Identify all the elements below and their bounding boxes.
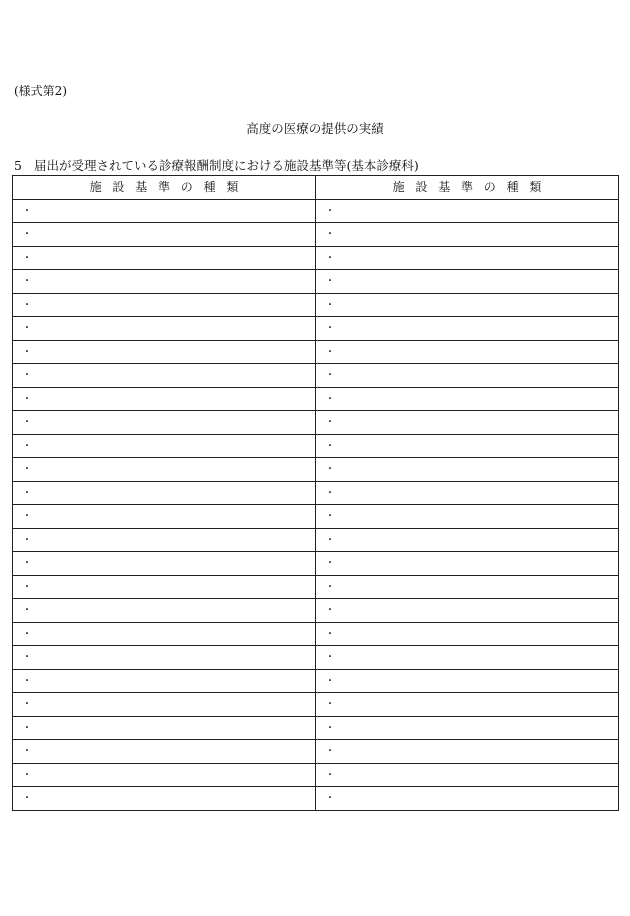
table-cell-right[interactable]: [316, 340, 619, 364]
bullet-mark: ・: [325, 581, 335, 593]
bullet-mark: ・: [22, 652, 32, 664]
table-row: [13, 434, 619, 458]
bullet-mark: ・: [325, 722, 335, 734]
table-cell-right[interactable]: [316, 505, 619, 529]
table-cell-right[interactable]: [316, 481, 619, 505]
table-row: [13, 716, 619, 740]
bullet-mark: ・: [22, 346, 32, 358]
table-cell-right[interactable]: [316, 763, 619, 787]
table-row: [13, 763, 619, 787]
table-row: [13, 411, 619, 435]
table-cell-right[interactable]: [316, 223, 619, 247]
table-cell-left[interactable]: [13, 622, 316, 646]
bullet-mark: ・: [22, 252, 32, 264]
table-cell-left[interactable]: [13, 199, 316, 223]
table-cell-left[interactable]: [13, 270, 316, 294]
table-cell-left[interactable]: [13, 458, 316, 482]
bullet-mark: ・: [325, 675, 335, 687]
table-row: [13, 293, 619, 317]
bullet-mark: ・: [22, 299, 32, 311]
bullet-mark: ・: [325, 605, 335, 617]
table-body: [13, 199, 619, 810]
bullet-mark: ・: [325, 464, 335, 476]
table-cell-right[interactable]: [316, 434, 619, 458]
bullet-mark: ・: [22, 628, 32, 640]
facility-standards-table: [12, 175, 619, 811]
table-row: [13, 552, 619, 576]
bullet-mark: ・: [325, 558, 335, 570]
table-cell-left[interactable]: [13, 669, 316, 693]
table-cell-left[interactable]: [13, 387, 316, 411]
table-row: [13, 646, 619, 670]
table-cell-left[interactable]: [13, 340, 316, 364]
table-cell-left[interactable]: [13, 740, 316, 764]
table-cell-right[interactable]: [316, 622, 619, 646]
table-cell-left[interactable]: [13, 552, 316, 576]
bullet-mark: ・: [22, 793, 32, 805]
bullet-mark: ・: [22, 205, 32, 217]
table-cell-left[interactable]: [13, 317, 316, 341]
bullet-mark: ・: [325, 229, 335, 241]
bullet-mark: ・: [22, 534, 32, 546]
bullet-mark: ・: [325, 769, 335, 781]
table-cell-left[interactable]: [13, 481, 316, 505]
table-cell-right[interactable]: [316, 740, 619, 764]
table-cell-right[interactable]: [316, 552, 619, 576]
table-cell-left[interactable]: [13, 763, 316, 787]
table-row: [13, 270, 619, 294]
table-cell-left[interactable]: [13, 646, 316, 670]
table-cell-right[interactable]: [316, 293, 619, 317]
table-cell-right[interactable]: [316, 199, 619, 223]
table-row: [13, 693, 619, 717]
bullet-mark: ・: [325, 393, 335, 405]
table-cell-right[interactable]: [316, 646, 619, 670]
table-row: [13, 481, 619, 505]
bullet-mark: ・: [22, 722, 32, 734]
table-cell-left[interactable]: [13, 434, 316, 458]
table-cell-right[interactable]: [316, 599, 619, 623]
table-row: [13, 317, 619, 341]
bullet-mark: ・: [22, 417, 32, 429]
bullet-mark: ・: [325, 323, 335, 335]
table-row: [13, 364, 619, 388]
column-header-left: 施設基準の種類: [13, 176, 316, 200]
bullet-mark: ・: [325, 252, 335, 264]
table-row: [13, 622, 619, 646]
bullet-mark: ・: [22, 746, 32, 758]
bullet-mark: ・: [22, 370, 32, 382]
bullet-mark: ・: [325, 652, 335, 664]
bullet-mark: ・: [325, 299, 335, 311]
table-cell-left[interactable]: [13, 505, 316, 529]
table-cell-right[interactable]: [316, 387, 619, 411]
table-cell-right[interactable]: [316, 317, 619, 341]
table-cell-right[interactable]: [316, 716, 619, 740]
bullet-mark: ・: [325, 276, 335, 288]
table-row: [13, 246, 619, 270]
table-row: [13, 740, 619, 764]
table-row: [13, 199, 619, 223]
table-row: [13, 340, 619, 364]
section-heading-text: 届出が受理されている診療報酬制度における施設基準等(基本診療科): [34, 158, 419, 173]
table-row: [13, 505, 619, 529]
bullet-mark: ・: [22, 440, 32, 452]
bullet-mark: ・: [22, 699, 32, 711]
table-cell-right[interactable]: [316, 787, 619, 811]
bullet-mark: ・: [325, 628, 335, 640]
bullet-mark: ・: [325, 370, 335, 382]
table-cell-left[interactable]: [13, 293, 316, 317]
table-row: [13, 223, 619, 247]
table-cell-left[interactable]: [13, 246, 316, 270]
bullet-mark: ・: [22, 605, 32, 617]
bullet-mark: ・: [325, 793, 335, 805]
table-cell-left[interactable]: [13, 575, 316, 599]
table-row: [13, 787, 619, 811]
bullet-mark: ・: [325, 699, 335, 711]
table-cell-right[interactable]: [316, 528, 619, 552]
table-row: [13, 387, 619, 411]
table-cell-right[interactable]: [316, 575, 619, 599]
section-heading: [14, 159, 419, 173]
bullet-mark: ・: [22, 675, 32, 687]
bullet-mark: ・: [22, 511, 32, 523]
table-cell-left[interactable]: [13, 599, 316, 623]
table-cell-left[interactable]: [13, 787, 316, 811]
table-header-row: [13, 176, 619, 200]
table-row: [13, 575, 619, 599]
table-row: [13, 669, 619, 693]
bullet-mark: ・: [325, 205, 335, 217]
section-number: 5: [14, 158, 22, 173]
bullet-mark: ・: [325, 487, 335, 499]
bullet-mark: ・: [325, 346, 335, 358]
bullet-mark: ・: [22, 487, 32, 499]
bullet-mark: ・: [22, 769, 32, 781]
bullet-mark: ・: [22, 276, 32, 288]
table-cell-left[interactable]: [13, 693, 316, 717]
table-cell-left[interactable]: [13, 411, 316, 435]
bullet-mark: ・: [22, 229, 32, 241]
table-cell-right[interactable]: [316, 693, 619, 717]
table-cell-right[interactable]: [316, 411, 619, 435]
table-cell-right[interactable]: [316, 669, 619, 693]
table-row: [13, 458, 619, 482]
table-cell-left[interactable]: [13, 364, 316, 388]
table-cell-right[interactable]: [316, 364, 619, 388]
document-title: 高度の医療の提供の実績: [246, 121, 384, 136]
column-header-right: 施設基準の種類: [316, 176, 619, 200]
bullet-mark: ・: [22, 558, 32, 570]
table-row: [13, 599, 619, 623]
bullet-mark: ・: [325, 440, 335, 452]
form-number: (様式第2): [14, 84, 67, 98]
table-cell-left[interactable]: [13, 528, 316, 552]
bullet-mark: ・: [22, 323, 32, 335]
table-cell-right[interactable]: [316, 270, 619, 294]
bullet-mark: ・: [325, 417, 335, 429]
table-cell-left[interactable]: [13, 716, 316, 740]
table-row: [13, 528, 619, 552]
table-cell-right[interactable]: [316, 246, 619, 270]
bullet-mark: ・: [22, 581, 32, 593]
bullet-mark: ・: [325, 534, 335, 546]
bullet-mark: ・: [22, 464, 32, 476]
table-cell-right[interactable]: [316, 458, 619, 482]
bullet-mark: ・: [325, 746, 335, 758]
table-cell-left[interactable]: [13, 223, 316, 247]
bullet-mark: ・: [22, 393, 32, 405]
bullet-mark: ・: [325, 511, 335, 523]
